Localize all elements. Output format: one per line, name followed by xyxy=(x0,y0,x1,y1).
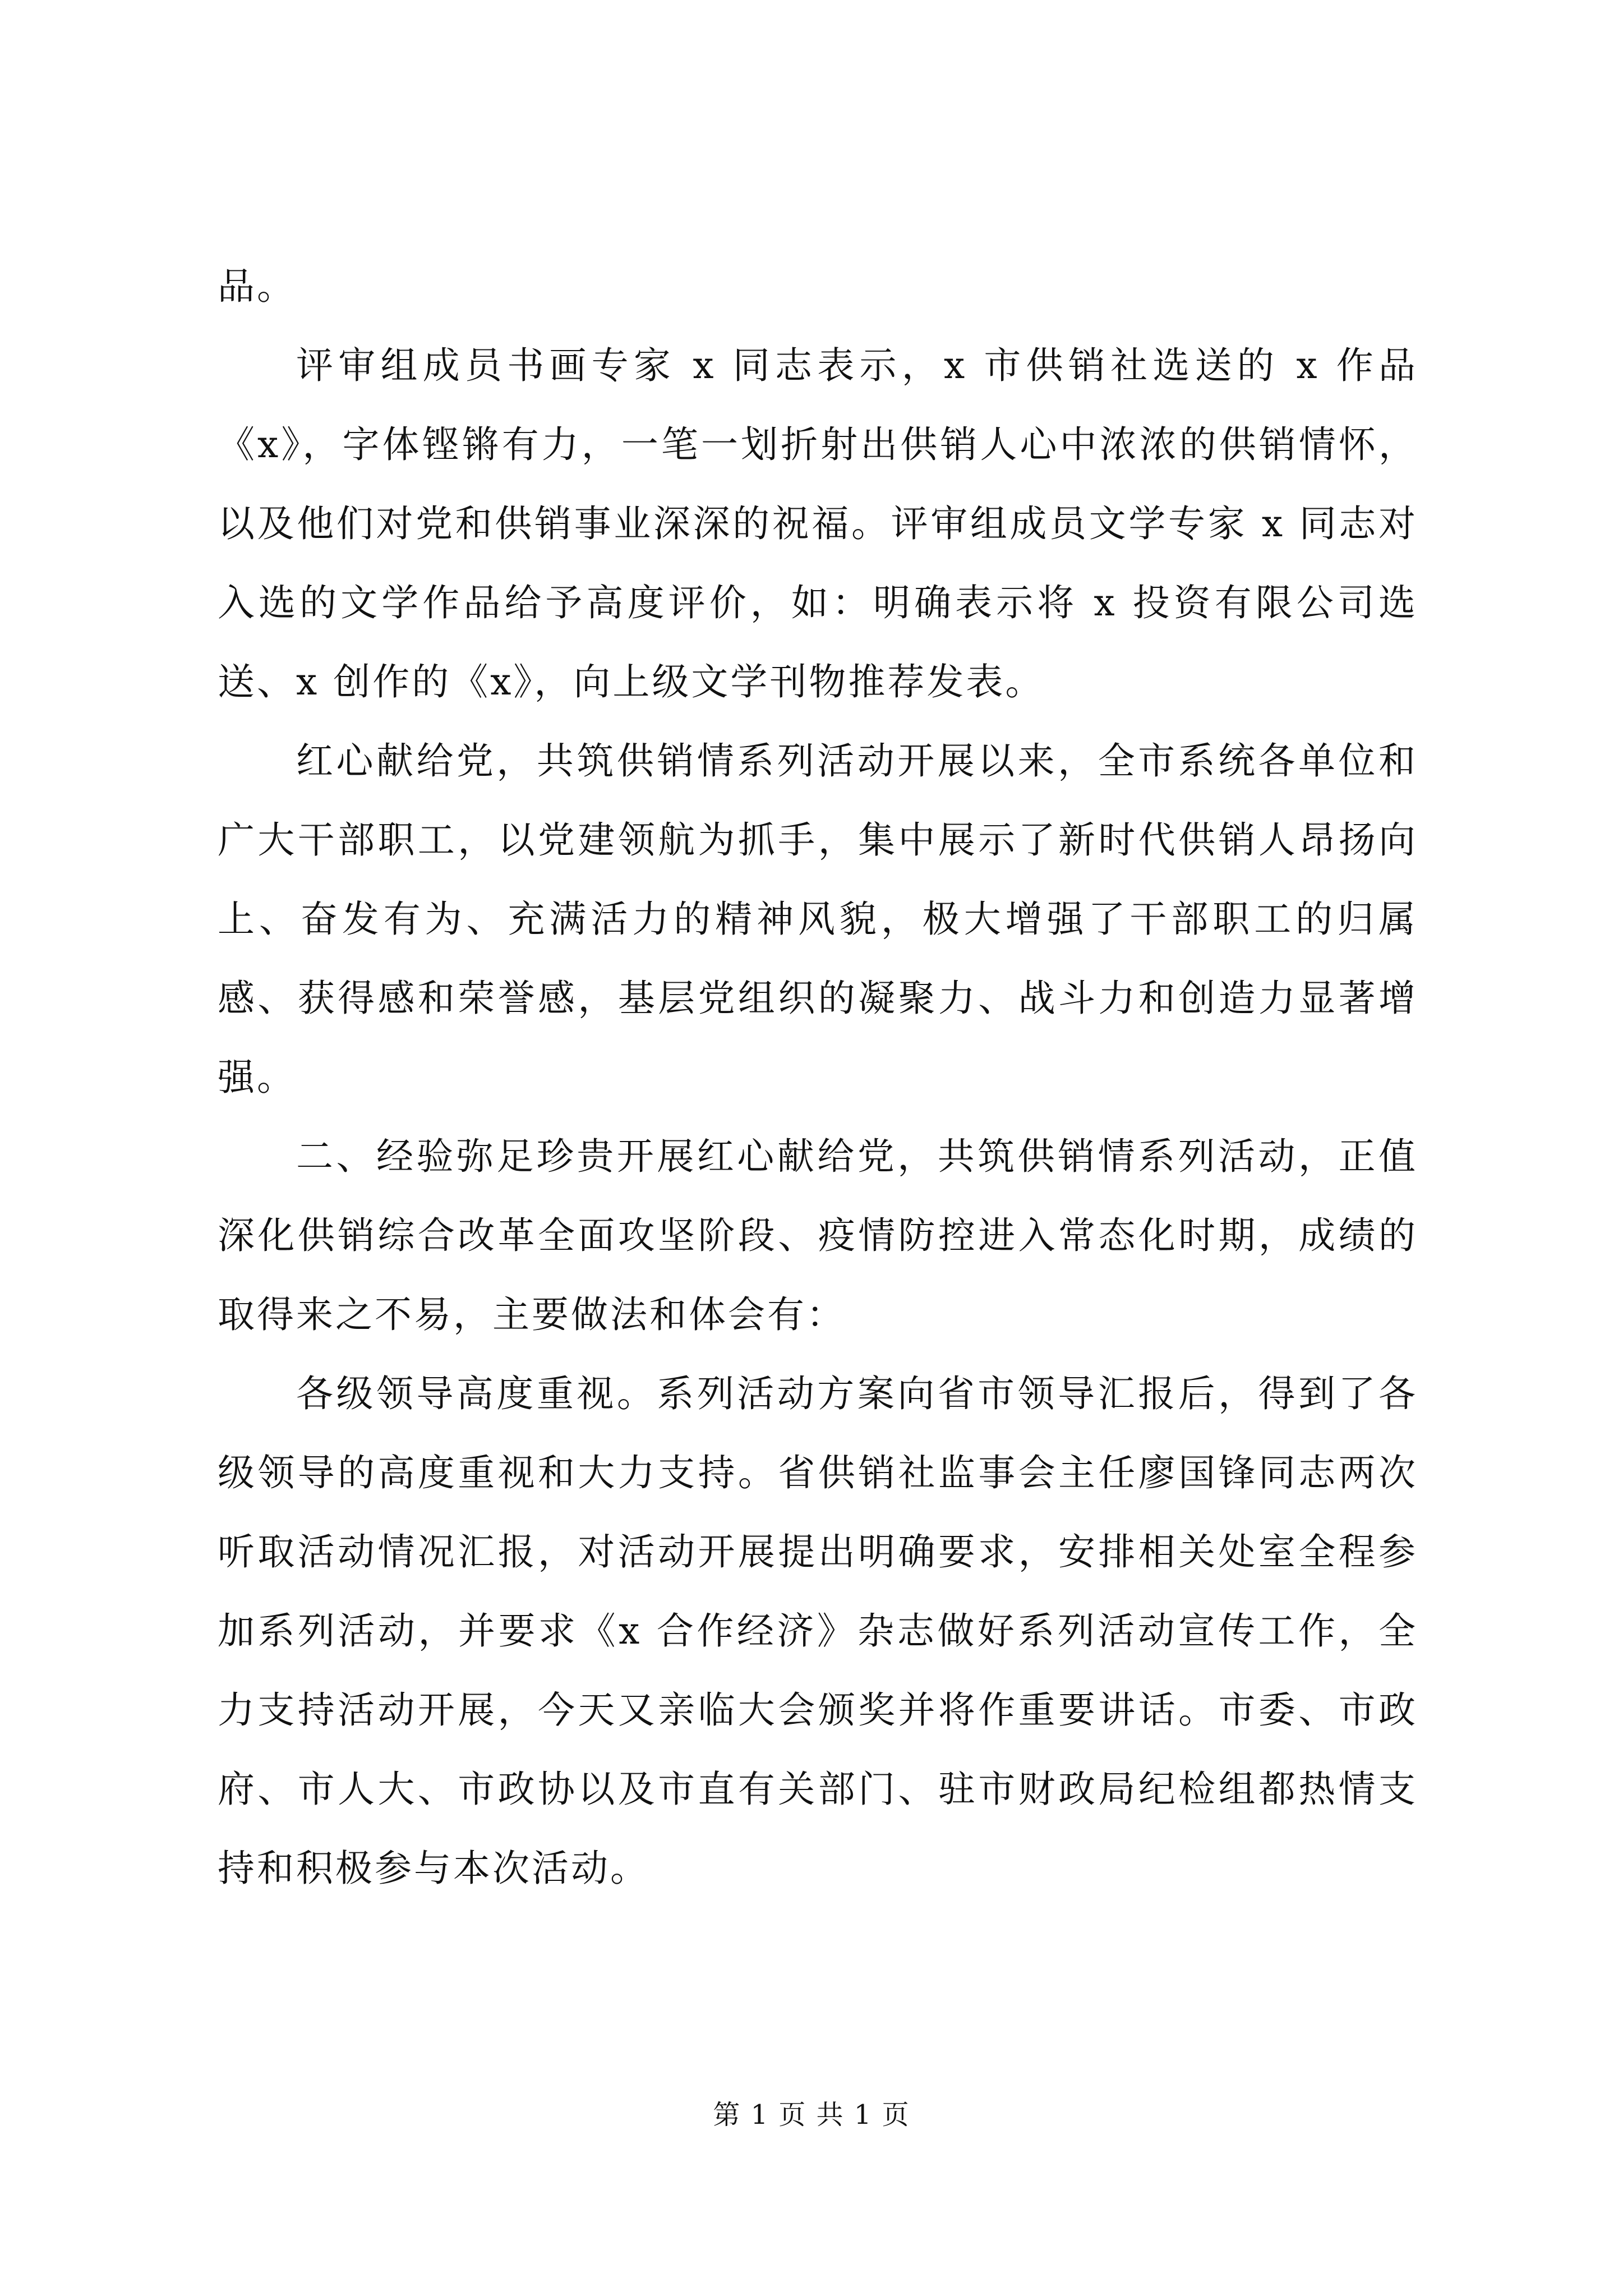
paragraph-continuation: 品。 xyxy=(218,265,296,308)
page-footer: 第 1 页 共 1 页 xyxy=(713,2099,910,2131)
paragraph-leadership-support: 各级领导高度重视。系列活动方案向省市领导汇报后，得到了各级领导的高度重视和大力支持。省供销社监事会主任廖国锋同志两次听取活动情况汇报，对活动开展提出明确要求，安排相关处室全程参加系列活动，并要求《x 合作经济》杂志做好系列活动宣传工作，全力支持活动开展，今天又亲临大会颁奖并将作重要讲话。市委、市政府、市人大、市政协以及市直有关部门、驻市财政局纪检组都热情支持和积极参与本次活动。 xyxy=(218,1372,1418,1890)
paragraph-section-two-experience: 二、经验弥足珍贵开展红心献给党，共筑供销情系列活动，正值深化供销综合改革全面攻坚阶段、疫情防控进入常态化时期，成绩的取得来之不易，主要做法和体会有： xyxy=(218,1135,1418,1336)
paragraph-review-comments: 评审组成员书画专家 x 同志表示，x 市供销社选送的 x 作品《x》，字体铿锵有力，一笔一划折射出供销人心中浓浓的供销情怀，以及他们对党和供销事业深深的祝福。评审组成员文学专家 x 同志对入选的文学作品给予高度评价，如：明确表示将 x 投资有限公司选送、x 创作的《x》，向上级文学刊物推荐发表。 xyxy=(218,344,1418,703)
document-body xyxy=(218,247,1418,1908)
paragraph-activity-results: 红心献给党，共筑供销情系列活动开展以来，全市系统各单位和广大干部职工，以党建领航为抓手，集中展示了新时代供销人昂扬向上、奋发有为、充满活力的精神风貌，极大增强了干部职工的归属感、获得感和荣誉感，基层党组织的凝聚力、战斗力和创造力显著增强。 xyxy=(218,739,1418,1099)
